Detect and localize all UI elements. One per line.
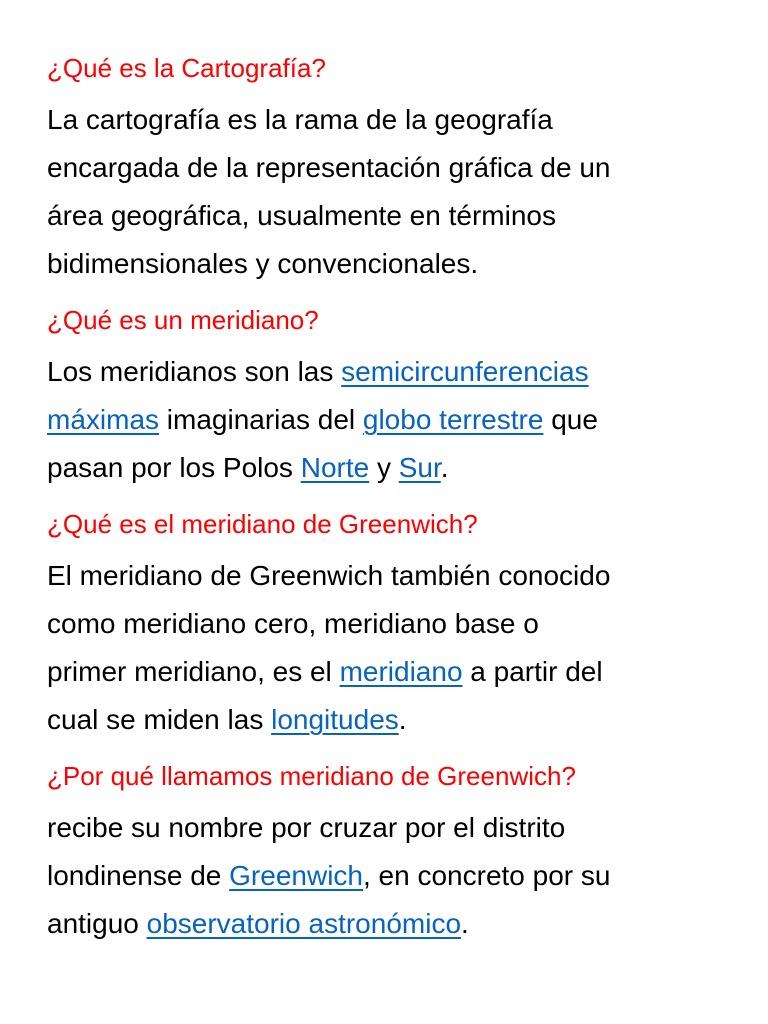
text-segment: . [440,452,449,483]
paragraph-por-que-greenwich [47,804,747,948]
link-observatorio-astronomico[interactable]: observatorio astronómico [146,908,462,939]
text-segment: primer meridiano, es el [47,656,340,687]
text-segment: londinense de [47,860,230,891]
text-line [47,444,747,492]
text-line: La cartografía es la rama de la geografía [47,104,553,135]
text-segment: que [543,404,598,435]
heading-meridiano: ¿Qué es un meridiano? [47,305,319,335]
text-segment: a partir del [462,656,603,687]
link-sur[interactable]: Sur [398,452,441,483]
text-line [47,396,747,444]
heading-meridiano-greenwich: ¿Qué es el meridiano de Greenwich? [47,509,478,539]
link-greenwich[interactable]: Greenwich [229,860,363,891]
text-line [47,648,747,696]
text-segment: . [461,908,469,939]
link-globo-terrestre[interactable]: globo terrestre [362,404,544,435]
link-maximas[interactable]: máximas [47,404,160,435]
text-segment: , en concreto por su [363,860,611,891]
text-segment: . [398,704,407,735]
paragraph-meridiano-greenwich [47,552,747,744]
text-segment: Los meridianos son las [47,356,342,387]
text-segment: y [369,452,399,483]
document-page [47,48,747,960]
link-longitudes[interactable]: longitudes [271,704,399,735]
text-line: El meridiano de Greenwich también conocido [47,560,611,591]
text-line [47,900,747,948]
heading-cartografia: ¿Qué es la Cartografía? [47,53,326,83]
text-segment: imaginarias del [159,404,363,435]
text-segment: pasan por los Polos [47,452,301,483]
text-line [47,348,747,396]
link-semicircunferencias[interactable]: semicircunferencias [341,356,589,387]
paragraph-meridiano [47,348,747,492]
heading-por-que-greenwich: ¿Por qué llamamos meridiano de Greenwich? [47,761,576,791]
text-segment: antiguo [47,908,147,939]
link-meridiano[interactable]: meridiano [339,656,463,687]
text-line [47,696,747,744]
link-norte[interactable]: Norte [300,452,370,483]
text-line: recibe su nombre por cruzar por el distrito [47,812,566,843]
text-line [47,852,747,900]
text-segment: cual se miden las [47,704,272,735]
text-line: como meridiano cero, meridiano base o [47,608,539,639]
text-line: área geográfica, usualmente en términos [47,200,556,231]
text-line: encargada de la representación gráfica de un [47,152,611,183]
text-line: bidimensionales y convencionales. [47,248,479,279]
paragraph-cartografia [47,96,747,288]
